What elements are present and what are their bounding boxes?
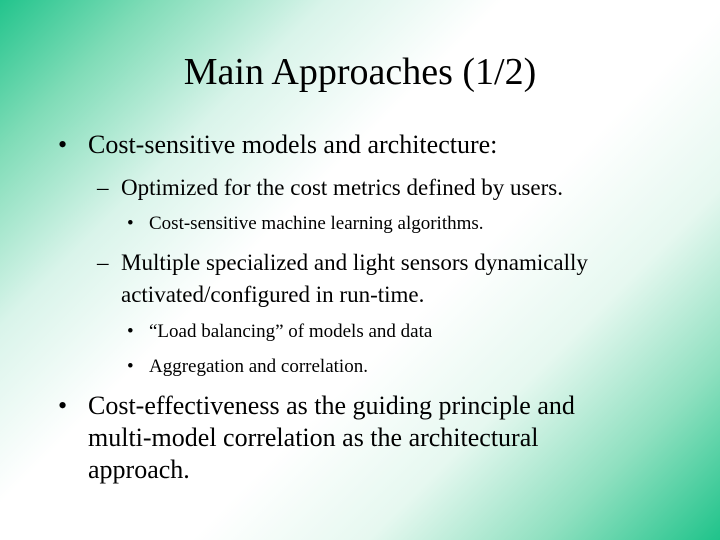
subbullet-multiple-sensors: [97, 247, 697, 311]
bullet-text: Cost-effectiveness as the guiding principle and multi-model correlation as the architectural approach.: [88, 391, 575, 484]
bullet-marker: •: [127, 321, 134, 342]
slide-title: Main Approaches (1/2): [183, 51, 537, 93]
bullet-text: Aggregation and correlation.: [149, 356, 368, 377]
subbullet-optimized-cost-metrics: [97, 172, 697, 204]
bullet-text: Optimized for the cost metrics defined by users.: [121, 175, 563, 200]
bullet-text: Cost-sensitive models and architecture:: [88, 130, 498, 159]
bullet-marker: •: [58, 391, 68, 420]
dash-marker: –: [97, 250, 109, 275]
bullet-text: “Load balancing” of models and data: [149, 321, 433, 342]
bullet-cost-effectiveness: [58, 390, 658, 486]
bullet-marker: •: [58, 130, 68, 159]
bullet-cost-sensitive-models: [58, 129, 698, 161]
subsubbullet-ml-algorithms: [127, 212, 687, 236]
subsubbullet-load-balancing: [127, 320, 687, 344]
bullet-marker: •: [127, 356, 134, 377]
bullet-text: Cost-sensitive machine learning algorithms.: [149, 213, 484, 234]
bullet-text: Multiple specialized and light sensors dynamically activated/configured in run-time.: [121, 250, 588, 307]
bullet-marker: •: [127, 213, 134, 234]
dash-marker: –: [97, 175, 109, 200]
subsubbullet-aggregation: [127, 355, 687, 379]
